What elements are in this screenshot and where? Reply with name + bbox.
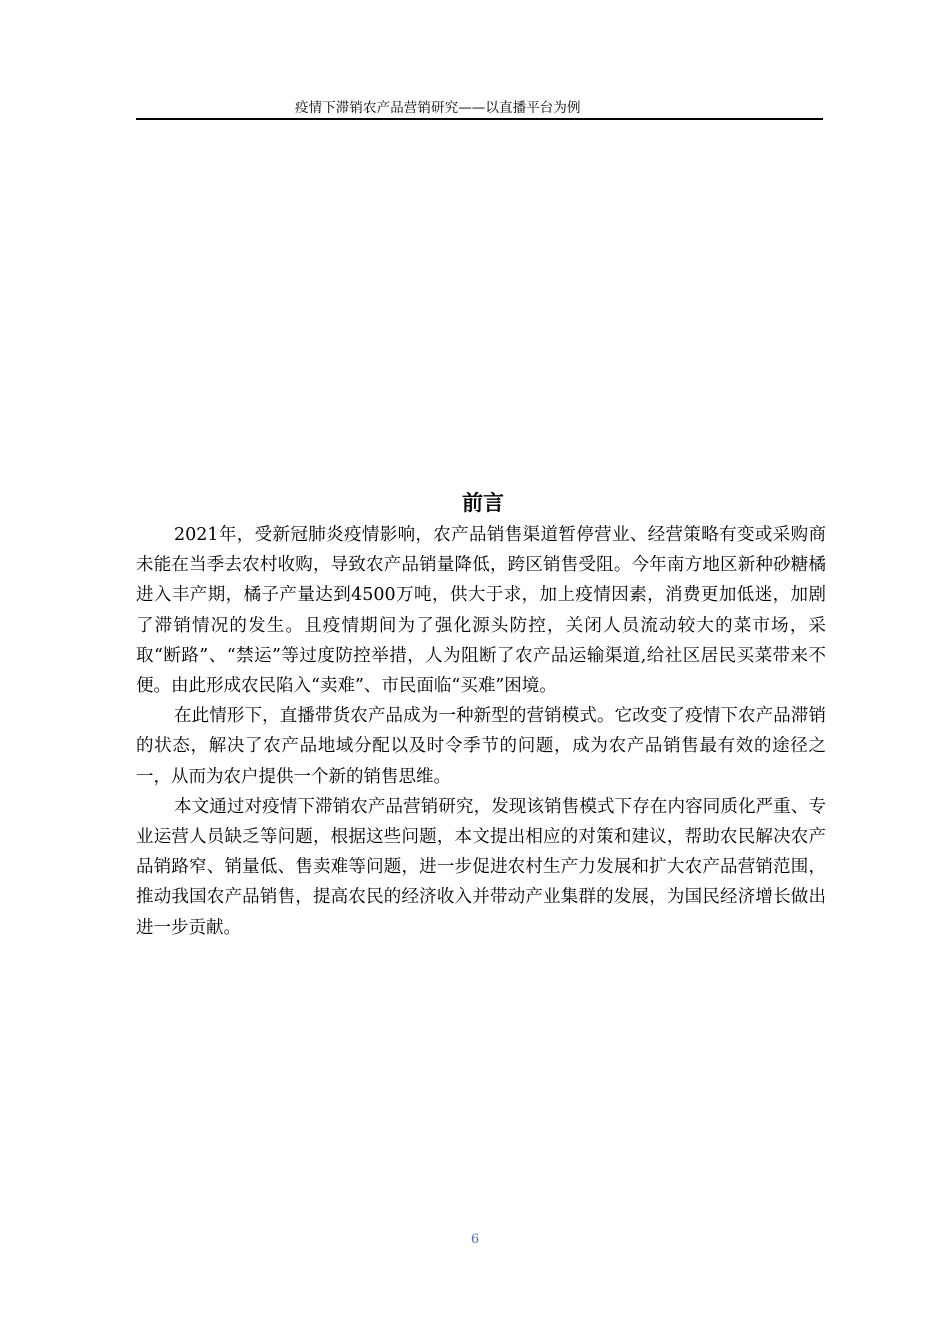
body-paragraph-1: 2021年，受新冠肺炎疫情影响，农产品销售渠道暂停营业、经营策略有变或采购商未能在当季去农村收购，导致农产品销量降低，跨区销售受阻。今年南方地区新种砂糖橘进入丰产期，橘子产量达到4500万吨，供大于求，加上疫情因素，消费更加低迷，加剧了滞销情况的发生。且疫情期间为了强化源头防控，关闭人员流动较大的菜市场，采取“断路”、“禁运”等过度防控举措，人为阻断了农产品运输渠道,给社区居民买菜带来不便。由此形成农民陷入“卖难”、市民面临“买难”困境。	[136, 525, 826, 697]
running-header	[136, 98, 823, 120]
section-title: 前言	[462, 491, 504, 515]
body-paragraph-2: 在此情形下，直播带货农产品成为一种新型的营销模式。它改变了疫情下农产品滞销的状态，解决了农产品地域分配以及时令季节的问题，成为农产品销售最有效的途径之一，从而为农户提供一个新的销售思维。	[136, 706, 826, 787]
page-number: 6	[470, 1232, 480, 1247]
running-header-title: 疫情下滞销农产品营销研究——以直播平台为例	[295, 100, 581, 116]
document-body	[136, 486, 826, 943]
body-paragraph-3: 本文通过对疫情下滞销农产品营销研究，发现该销售模式下存在内容同质化严重、专业运营人员缺乏等问题，根据这些问题，本文提出相应的对策和建议，帮助农民解决农产品销路窄、销量低、售卖难等问题，进一步促进农村生产力发展和扩大农产品营销范围，推动我国农产品销售，提高农民的经济收入并带动产业集群的发展，为国民经济增长做出进一步贡献。	[136, 796, 826, 938]
